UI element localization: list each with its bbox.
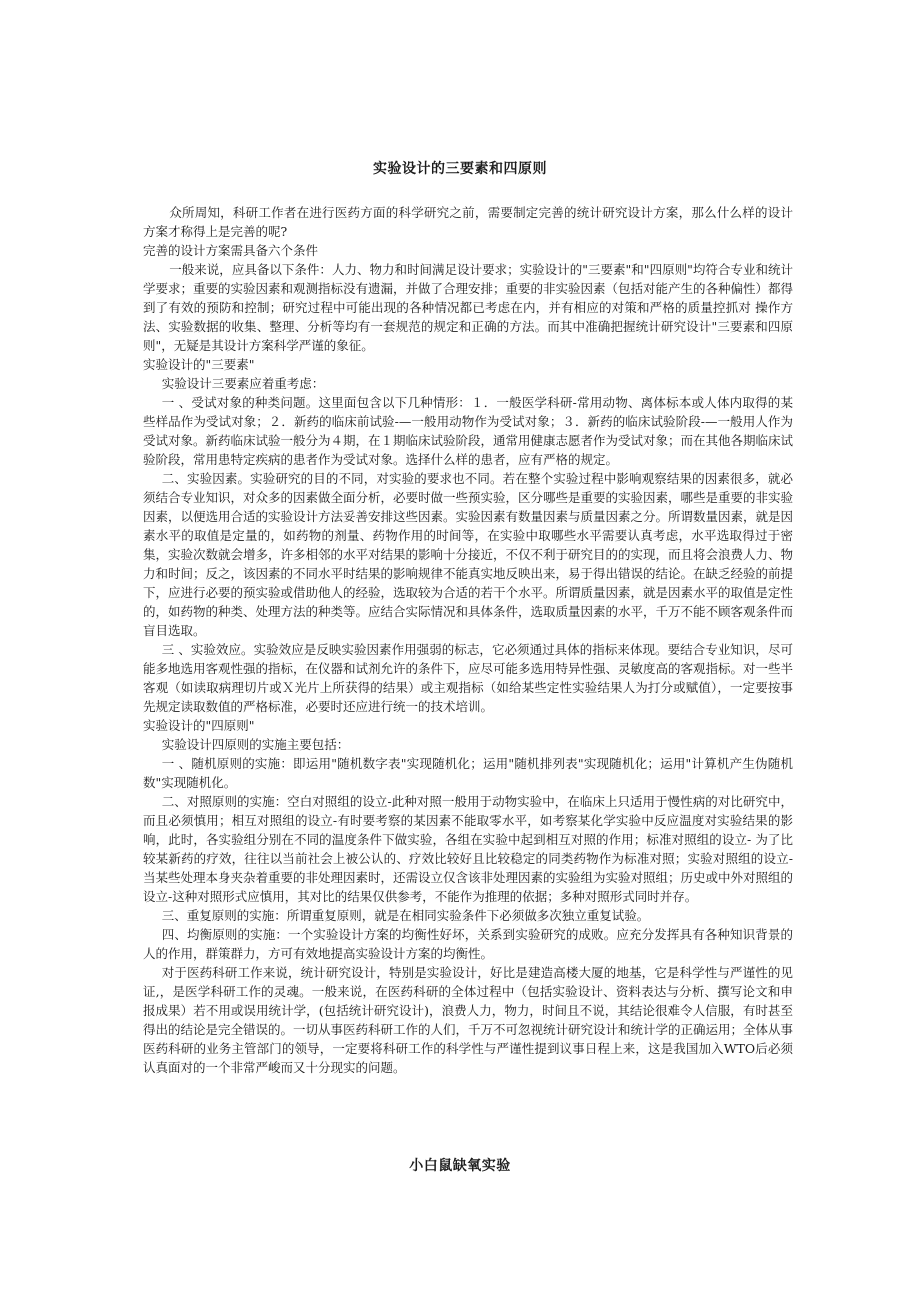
next-section-title: 小白鼠缺氧实验	[409, 1158, 511, 1174]
paragraph-four-principles-intro: 实验设计四原则的实施主要包括：	[161, 737, 350, 752]
paragraph-randomization: 一 、随机原则的实施：即运用"随机数字表"实现随机化；运用"随机排列表"实现随机化；运用"计算机产生伪随机数"实现随机化。	[143, 756, 793, 790]
paragraph-effects: 三 、实验效应。实验效应是反映实验因素作用强弱的标志，它必须通过具体的指标来体现。要结合专业知识，尽可能多地选用客观性强的指标，在仪器和试剂允许的条件下，应尽可能多选用特异性强、灵敏度高的客观指标。对一些半客观（如读取病理切片或Ｘ光片上所获得的结果）或主观指标（如给某些定性实验结果人为打分或赋值），一定要按事先规定读取数值的严格标准，必要时还应进行统一的技术培训。	[143, 642, 794, 714]
paragraph-general-conditions: 一般来说，应具备以下条件：人力、物力和时间满足设计要求；实验设计的"三要素"和"四原则"均符合专业和统计学要求；重要的实验因素和观测指标没有遗漏，并做了合理安排；重要的非实验因素（包括对能产生的各种偏性）都得到了有效的预防和控制；研究过程中可能出现的各种情况都已考虑在内，并有相应的对策和严格的质量控抓对 操作方法、实验数据的收集、整理、分析等均有一套规范的规定和正确的方法。而其中准确把握统计研究设计"三要素和四原则"，无疑是其设计方案科学严谨的象征。	[143, 262, 794, 353]
document-title: 实验设计的三要素和四原则	[373, 161, 547, 177]
paragraph-control: 二、对照原则的实施：空白对照组的设立-此种对照一般用于动物实验中，在临床上只适用于慢性病的对比研究中，而且必须慎用；相互对照组的设立-有时要考察的某因素不能取零水平，如考察某化学实验中反应温度对实验结果的影响，此时，各实验组分别在不同的温度条件下做实验，各组在实验中起到相互对照的作用；标准对照组的设立- 为了比较某新药的疗效，往往以当前社会上被公认的、疗效比较好且比较稳定的同类药物作为标准对照；实验对照组的设立-当某些处理本身夹杂着重要的非处理因素时，还需设立仅含该非处理因素的实验组为实验对照组；历史或中外对照组的设立-这种对照形式应慎用，其对比的结果仅供参考，不能作为推理的依据；多种对照形式同时并存。	[143, 794, 794, 904]
document-body	[143, 203, 793, 1077]
heading-four-principles: 实验设计的"四原则"	[143, 718, 255, 733]
paragraph-subjects: 一 、受试对象的种类问题。这里面包含以下几种情形：１．一般医学科研-常用动物、离体标本或人体内取得的某些样品作为受试对象；２．新药的临床前试验-—一般用动物作为受试对象；３．新药的临床试验阶段-—一般用人作为受试对象。新药临床试验一般分为４期，在１期临床试验阶段，通常用健康志愿者作为受试对象；而在其他各期临床试验阶段，常用患特定疾病的患者作为受试对象。选择什么样的患者，应有严格的规定。	[143, 395, 794, 467]
paragraph-factors: 二、实验因素。实验研究的目的不同，对实验的要求也不同。若在整个实验过程中影响观察结果的因素很多，就必须结合专业知识，对众多的因素做全面分析，必要时做一些预实验，区分哪些是重要的实验因素，哪些是重要的非实验因素，以便选用合适的实验设计方法妥善安排这些因素。实验因素有数量因素与质量因素之分。所谓数量因素，就是因素水平的取值是定量的，如药物的剂量、药物作用的时间等，在实验中取哪些水平需要认真考虑，水平选取得过于密集，实验次数就会增多，许多相邻的水平对结果的影响十分接近，不仅不利于研究目的的实现，而且将会浪费人力、物力和时间；反之，该因素的不同水平时结果的影响规律不能真实地反映出来，易于得出错误的结论。在缺乏经验的前提下，应进行必要的预实验或借助他人的经验，选取较为合适的若干个水平。所谓质量因素，就是因素水平的取值是定性的，如药物的种类、处理方法的种类等。应结合实际情况和具体条件，选取质量因素的水平，千万不能不顾客观条件而盲目选取。	[143, 471, 794, 638]
paragraph-intro: 众所周知，科研工作者在进行医药方面的科学研究之前，需要制定完善的统计研究设计方案，那么什么样的设计方案才称得上是完善的呢?	[143, 205, 793, 239]
paragraph-three-elements-intro: 实验设计三要素应着重考虑：	[161, 376, 325, 391]
heading-six-conditions: 完善的设计方案需具备六个条件	[143, 243, 319, 258]
paragraph-replication: 三、重复原则的实施：所谓重复原则，就是在相同实验条件下必须做多次独立重复试验。	[161, 908, 650, 923]
paragraph-balance: 四、均衡原则的实施：一个实验设计方案的均衡性好坏，关系到实验研究的成败。应充分发挥具有各种知识背景的人的作用，群策群力，方可有效地提高实验设计方案的均衡性。	[143, 927, 793, 961]
heading-three-elements: 实验设计的"三要素"	[143, 357, 255, 372]
paragraph-conclusion: 对于医药科研工作来说，统计研究设计，特别是实验设计，好比是建造高楼大厦的地基，它是科学性与严谨性的见证,，是医学科研工作的灵魂。一般来说，在医药科研的全体过程中（包括实验设计、资料表达与分析、撰写论文和申报成果）若不用或误用统计学，(包括统计研究设计)，浪费人力，物力，时间且不说，其结论很难令人信服，有时甚至得出的结论是完全错误的。一切从事医药科研工作的人们，千万不可忽视统计研究设计和统计学的正确运用；全体从事医药科研的业务主管部门的领导，一定要将科研工作的科学性与严谨性提到议事日程上来，这是我国加入WTO后必须认真面对的一个非常严峻而又十分现实的问题。	[143, 965, 794, 1075]
